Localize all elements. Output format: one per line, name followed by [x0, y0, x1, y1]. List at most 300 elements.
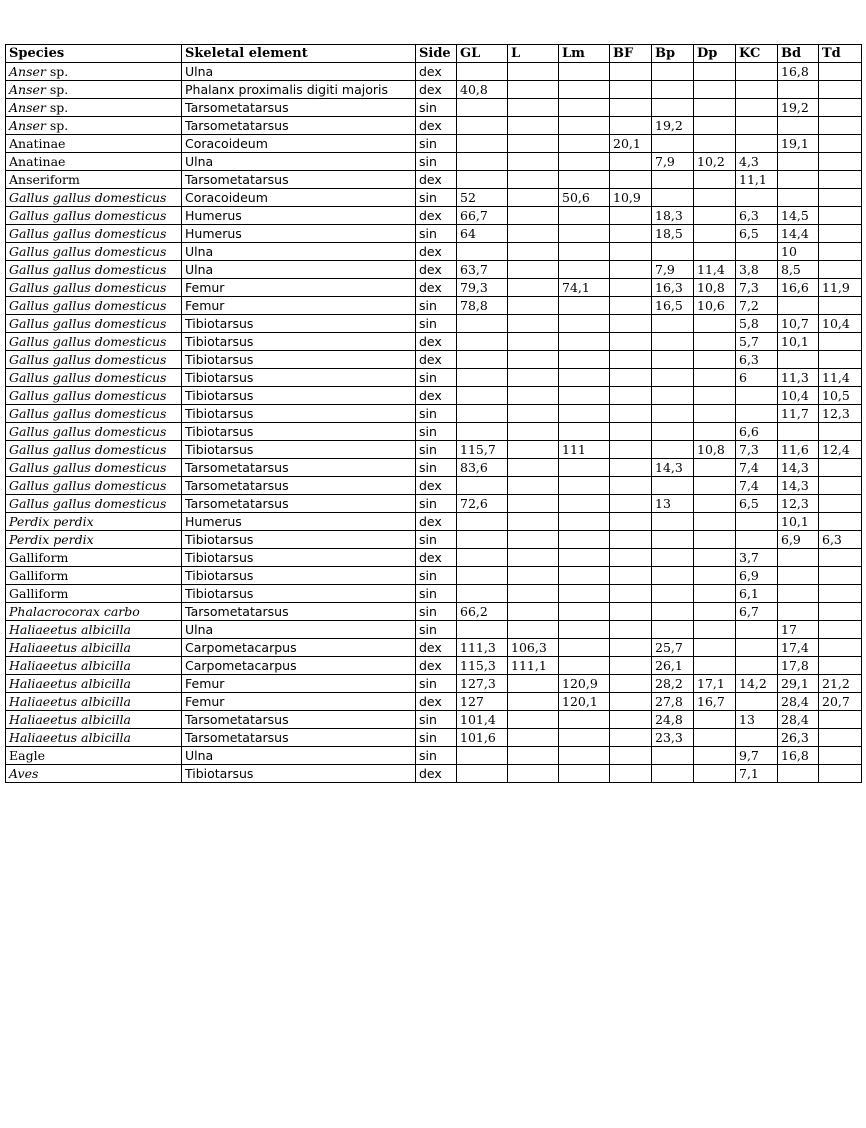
skeletal-element-cell: Ulna — [182, 153, 416, 171]
value-cell-lm — [559, 639, 610, 657]
table-row — [6, 585, 862, 603]
table-row — [6, 729, 862, 747]
value-cell-l — [508, 135, 559, 153]
species-cell — [6, 585, 182, 603]
value-cell-dp — [694, 225, 736, 243]
col-header-kc: KC — [736, 45, 778, 63]
value-cell-bf — [610, 747, 652, 765]
value-cell-kc — [736, 621, 778, 639]
value-cell-dp — [694, 207, 736, 225]
value-cell-td — [819, 261, 862, 279]
skeletal-element-cell: Tibiotarsus — [182, 423, 416, 441]
value-cell-bp: 23,3 — [652, 729, 694, 747]
value-cell-bp — [652, 585, 694, 603]
value-cell-bp: 16,3 — [652, 279, 694, 297]
value-cell-kc: 13 — [736, 711, 778, 729]
species-name: Anatinae — [9, 135, 66, 151]
value-cell-bf — [610, 657, 652, 675]
table-row — [6, 81, 862, 99]
value-cell-bf — [610, 441, 652, 459]
value-cell-gl: 101,4 — [457, 711, 508, 729]
species-cell — [6, 243, 182, 261]
value-cell-bf — [610, 243, 652, 261]
value-cell-td — [819, 297, 862, 315]
species-name: Gallus gallus domesticus — [9, 477, 167, 493]
species-cell — [6, 333, 182, 351]
value-cell-bp — [652, 477, 694, 495]
value-cell-kc — [736, 405, 778, 423]
value-cell-td — [819, 477, 862, 495]
value-cell-dp — [694, 315, 736, 333]
value-cell-bf — [610, 459, 652, 477]
species-name: Perdix perdix — [9, 531, 94, 547]
value-cell-kc: 3,8 — [736, 261, 778, 279]
document-page — [5, 44, 862, 783]
value-cell-gl: 63,7 — [457, 261, 508, 279]
table-row — [6, 135, 862, 153]
value-cell-lm — [559, 261, 610, 279]
value-cell-dp — [694, 747, 736, 765]
value-cell-l — [508, 495, 559, 513]
value-cell-td — [819, 171, 862, 189]
value-cell-lm — [559, 405, 610, 423]
value-cell-bd: 19,2 — [778, 99, 819, 117]
skeletal-element-cell: Femur — [182, 675, 416, 693]
value-cell-td: 10,5 — [819, 387, 862, 405]
species-cell — [6, 225, 182, 243]
value-cell-bf — [610, 477, 652, 495]
species-name: Anser — [9, 63, 46, 79]
value-cell-dp — [694, 477, 736, 495]
value-cell-l — [508, 297, 559, 315]
species-name: Anatinae — [9, 153, 66, 169]
value-cell-kc: 14,2 — [736, 675, 778, 693]
header-row — [6, 45, 862, 63]
value-cell-gl — [457, 423, 508, 441]
value-cell-bd — [778, 765, 819, 783]
col-header-skeletal-element: Skeletal element — [182, 45, 416, 63]
value-cell-bp: 24,8 — [652, 711, 694, 729]
value-cell-gl — [457, 243, 508, 261]
species-cell — [6, 81, 182, 99]
value-cell-td: 11,4 — [819, 369, 862, 387]
species-cell — [6, 99, 182, 117]
value-cell-l — [508, 747, 559, 765]
side-cell: dex — [416, 765, 457, 783]
skeletal-element-cell: Coracoideum — [182, 135, 416, 153]
value-cell-gl — [457, 135, 508, 153]
value-cell-kc: 5,8 — [736, 315, 778, 333]
value-cell-bp: 7,9 — [652, 153, 694, 171]
value-cell-kc — [736, 189, 778, 207]
value-cell-dp — [694, 135, 736, 153]
species-cell — [6, 279, 182, 297]
value-cell-gl — [457, 549, 508, 567]
side-cell: dex — [416, 261, 457, 279]
value-cell-bf — [610, 369, 652, 387]
table-row — [6, 603, 862, 621]
value-cell-bp — [652, 405, 694, 423]
value-cell-dp — [694, 603, 736, 621]
value-cell-bd — [778, 567, 819, 585]
value-cell-bp: 13 — [652, 495, 694, 513]
value-cell-kc: 6,1 — [736, 585, 778, 603]
value-cell-lm — [559, 657, 610, 675]
skeletal-element-cell: Tibiotarsus — [182, 315, 416, 333]
value-cell-dp — [694, 117, 736, 135]
table-row — [6, 351, 862, 369]
value-cell-l — [508, 117, 559, 135]
value-cell-td — [819, 81, 862, 99]
value-cell-gl: 64 — [457, 225, 508, 243]
value-cell-kc: 6,5 — [736, 495, 778, 513]
value-cell-dp — [694, 243, 736, 261]
species-cell — [6, 603, 182, 621]
value-cell-dp: 10,6 — [694, 297, 736, 315]
side-cell: sin — [416, 531, 457, 549]
table-row — [6, 171, 862, 189]
value-cell-lm — [559, 477, 610, 495]
value-cell-gl: 40,8 — [457, 81, 508, 99]
species-name: Gallus gallus domesticus — [9, 369, 167, 385]
side-cell: dex — [416, 81, 457, 99]
value-cell-lm — [559, 459, 610, 477]
value-cell-gl — [457, 531, 508, 549]
table-row — [6, 405, 862, 423]
value-cell-lm — [559, 135, 610, 153]
value-cell-gl: 66,7 — [457, 207, 508, 225]
value-cell-bp — [652, 387, 694, 405]
table-row — [6, 153, 862, 171]
value-cell-lm — [559, 297, 610, 315]
value-cell-bf — [610, 117, 652, 135]
species-name: Gallus gallus domesticus — [9, 351, 167, 367]
value-cell-kc: 4,3 — [736, 153, 778, 171]
value-cell-lm — [559, 333, 610, 351]
side-cell: dex — [416, 351, 457, 369]
value-cell-lm — [559, 207, 610, 225]
side-cell: dex — [416, 171, 457, 189]
skeletal-element-cell: Tarsometatarsus — [182, 117, 416, 135]
value-cell-bp — [652, 549, 694, 567]
side-cell: dex — [416, 513, 457, 531]
value-cell-kc: 7,3 — [736, 279, 778, 297]
value-cell-dp — [694, 333, 736, 351]
species-name: Galliform — [9, 567, 69, 583]
value-cell-bf — [610, 513, 652, 531]
table-row — [6, 747, 862, 765]
value-cell-bd: 17,8 — [778, 657, 819, 675]
value-cell-dp — [694, 549, 736, 567]
value-cell-dp — [694, 729, 736, 747]
value-cell-dp — [694, 81, 736, 99]
value-cell-td: 12,4 — [819, 441, 862, 459]
value-cell-bp — [652, 63, 694, 81]
value-cell-lm — [559, 171, 610, 189]
value-cell-gl — [457, 333, 508, 351]
value-cell-td — [819, 333, 862, 351]
value-cell-td — [819, 495, 862, 513]
table-row — [6, 657, 862, 675]
value-cell-l — [508, 387, 559, 405]
value-cell-bf — [610, 639, 652, 657]
value-cell-bf — [610, 765, 652, 783]
skeletal-element-cell: Femur — [182, 279, 416, 297]
table-row — [6, 315, 862, 333]
skeletal-element-cell: Phalanx proximalis digiti majoris — [182, 81, 416, 99]
side-cell: dex — [416, 117, 457, 135]
side-cell: sin — [416, 369, 457, 387]
value-cell-lm — [559, 621, 610, 639]
species-name: Anseriform — [9, 171, 80, 187]
value-cell-lm — [559, 81, 610, 99]
value-cell-bf — [610, 63, 652, 81]
value-cell-gl: 115,7 — [457, 441, 508, 459]
value-cell-lm — [559, 351, 610, 369]
value-cell-td — [819, 657, 862, 675]
table-row — [6, 225, 862, 243]
skeletal-element-cell: Ulna — [182, 243, 416, 261]
value-cell-bd — [778, 585, 819, 603]
value-cell-lm: 74,1 — [559, 279, 610, 297]
side-cell: sin — [416, 153, 457, 171]
value-cell-bd: 10,1 — [778, 513, 819, 531]
value-cell-gl — [457, 63, 508, 81]
value-cell-bp: 14,3 — [652, 459, 694, 477]
species-name: Perdix perdix — [9, 513, 94, 529]
skeletal-element-cell: Tarsometatarsus — [182, 459, 416, 477]
value-cell-kc — [736, 657, 778, 675]
side-cell: dex — [416, 693, 457, 711]
value-cell-bp — [652, 81, 694, 99]
species-name: Gallus gallus domesticus — [9, 297, 167, 313]
value-cell-td — [819, 117, 862, 135]
value-cell-l — [508, 549, 559, 567]
table-row — [6, 243, 862, 261]
value-cell-l — [508, 207, 559, 225]
species-name: Gallus gallus domesticus — [9, 441, 167, 457]
side-cell: sin — [416, 189, 457, 207]
value-cell-gl — [457, 387, 508, 405]
species-cell — [6, 639, 182, 657]
value-cell-lm — [559, 603, 610, 621]
value-cell-lm — [559, 711, 610, 729]
value-cell-kc: 9,7 — [736, 747, 778, 765]
value-cell-l — [508, 621, 559, 639]
value-cell-bf — [610, 99, 652, 117]
value-cell-kc: 6 — [736, 369, 778, 387]
value-cell-bp: 25,7 — [652, 639, 694, 657]
value-cell-bd: 12,3 — [778, 495, 819, 513]
value-cell-bf — [610, 603, 652, 621]
value-cell-td — [819, 153, 862, 171]
value-cell-bf — [610, 225, 652, 243]
value-cell-td — [819, 225, 862, 243]
value-cell-dp — [694, 189, 736, 207]
species-name: Haliaeetus albicilla — [9, 729, 131, 745]
skeletal-element-cell: Tarsometatarsus — [182, 99, 416, 117]
value-cell-kc: 6,3 — [736, 207, 778, 225]
value-cell-kc — [736, 243, 778, 261]
value-cell-bd: 19,1 — [778, 135, 819, 153]
side-cell: sin — [416, 729, 457, 747]
table-row — [6, 693, 862, 711]
value-cell-l — [508, 711, 559, 729]
value-cell-bp: 26,1 — [652, 657, 694, 675]
value-cell-bd: 10,4 — [778, 387, 819, 405]
value-cell-l: 111,1 — [508, 657, 559, 675]
col-header-species: Species — [6, 45, 182, 63]
value-cell-bp — [652, 99, 694, 117]
value-cell-td: 10,4 — [819, 315, 862, 333]
value-cell-bp — [652, 621, 694, 639]
value-cell-gl — [457, 351, 508, 369]
value-cell-td — [819, 621, 862, 639]
value-cell-bf — [610, 495, 652, 513]
value-cell-l — [508, 63, 559, 81]
side-cell: sin — [416, 297, 457, 315]
species-cell — [6, 387, 182, 405]
value-cell-bp — [652, 135, 694, 153]
value-cell-bf — [610, 693, 652, 711]
side-cell: sin — [416, 567, 457, 585]
table-row — [6, 567, 862, 585]
skeletal-element-cell: Femur — [182, 693, 416, 711]
species-cell — [6, 459, 182, 477]
value-cell-l — [508, 729, 559, 747]
value-cell-bd — [778, 189, 819, 207]
side-cell: dex — [416, 207, 457, 225]
value-cell-dp: 10,2 — [694, 153, 736, 171]
value-cell-kc: 6,6 — [736, 423, 778, 441]
species-name: Phalacrocorax carbo — [9, 603, 140, 619]
value-cell-l — [508, 99, 559, 117]
value-cell-kc: 6,9 — [736, 567, 778, 585]
value-cell-lm: 50,6 — [559, 189, 610, 207]
value-cell-bd: 16,6 — [778, 279, 819, 297]
value-cell-bp — [652, 243, 694, 261]
value-cell-bp — [652, 369, 694, 387]
value-cell-bf — [610, 81, 652, 99]
table-row — [6, 495, 862, 513]
side-cell: sin — [416, 225, 457, 243]
value-cell-bd: 11,3 — [778, 369, 819, 387]
species-cell — [6, 261, 182, 279]
species-cell — [6, 405, 182, 423]
skeletal-element-cell: Ulna — [182, 63, 416, 81]
table-row — [6, 639, 862, 657]
side-cell: sin — [416, 585, 457, 603]
value-cell-kc: 11,1 — [736, 171, 778, 189]
table-row — [6, 189, 862, 207]
side-cell: dex — [416, 549, 457, 567]
species-cell — [6, 765, 182, 783]
species-name: Anser — [9, 99, 46, 115]
value-cell-dp — [694, 423, 736, 441]
value-cell-td — [819, 207, 862, 225]
species-name: Anser — [9, 117, 46, 133]
value-cell-bp — [652, 531, 694, 549]
species-cell — [6, 729, 182, 747]
species-cell — [6, 369, 182, 387]
species-cell — [6, 675, 182, 693]
species-name: Gallus gallus domesticus — [9, 261, 167, 277]
value-cell-bf — [610, 171, 652, 189]
species-cell — [6, 441, 182, 459]
value-cell-bd: 10 — [778, 243, 819, 261]
value-cell-lm — [559, 513, 610, 531]
species-name: Haliaeetus albicilla — [9, 675, 131, 691]
species-cell — [6, 117, 182, 135]
value-cell-kc — [736, 531, 778, 549]
col-header-lm: Lm — [559, 45, 610, 63]
value-cell-lm — [559, 549, 610, 567]
skeletal-element-cell: Tarsometatarsus — [182, 603, 416, 621]
value-cell-bp — [652, 189, 694, 207]
value-cell-dp: 17,1 — [694, 675, 736, 693]
value-cell-bd: 28,4 — [778, 711, 819, 729]
species-name: Gallus gallus domesticus — [9, 405, 167, 421]
species-suffix: sp. — [45, 117, 69, 133]
side-cell: sin — [416, 135, 457, 153]
table-row — [6, 711, 862, 729]
value-cell-bd: 16,8 — [778, 747, 819, 765]
value-cell-bf — [610, 729, 652, 747]
species-name: Haliaeetus albicilla — [9, 711, 131, 727]
value-cell-kc — [736, 135, 778, 153]
col-header-bd: Bd — [778, 45, 819, 63]
value-cell-gl — [457, 171, 508, 189]
species-suffix: sp. — [45, 99, 69, 115]
value-cell-l — [508, 567, 559, 585]
value-cell-lm — [559, 423, 610, 441]
value-cell-bp: 19,2 — [652, 117, 694, 135]
value-cell-l — [508, 477, 559, 495]
value-cell-bd: 14,3 — [778, 459, 819, 477]
value-cell-td — [819, 639, 862, 657]
species-name: Aves — [9, 765, 39, 781]
species-name: Gallus gallus domesticus — [9, 225, 167, 241]
skeletal-element-cell: Ulna — [182, 261, 416, 279]
species-cell — [6, 297, 182, 315]
skeletal-element-cell: Tibiotarsus — [182, 387, 416, 405]
value-cell-dp — [694, 171, 736, 189]
value-cell-lm: 120,1 — [559, 693, 610, 711]
value-cell-gl — [457, 477, 508, 495]
species-cell — [6, 153, 182, 171]
value-cell-bp — [652, 333, 694, 351]
col-header-bp: Bp — [652, 45, 694, 63]
value-cell-l — [508, 261, 559, 279]
value-cell-dp — [694, 621, 736, 639]
value-cell-l — [508, 603, 559, 621]
value-cell-gl — [457, 117, 508, 135]
table-row — [6, 297, 862, 315]
value-cell-bd: 10,7 — [778, 315, 819, 333]
table-row — [6, 99, 862, 117]
value-cell-l — [508, 225, 559, 243]
skeletal-element-cell: Tibiotarsus — [182, 585, 416, 603]
value-cell-dp: 10,8 — [694, 279, 736, 297]
skeletal-element-cell: Tibiotarsus — [182, 333, 416, 351]
value-cell-gl: 78,8 — [457, 297, 508, 315]
skeletal-element-cell: Tibiotarsus — [182, 567, 416, 585]
value-cell-kc: 7,2 — [736, 297, 778, 315]
skeletal-element-cell: Carpometacarpus — [182, 657, 416, 675]
value-cell-lm — [559, 315, 610, 333]
value-cell-l — [508, 153, 559, 171]
value-cell-bd — [778, 549, 819, 567]
